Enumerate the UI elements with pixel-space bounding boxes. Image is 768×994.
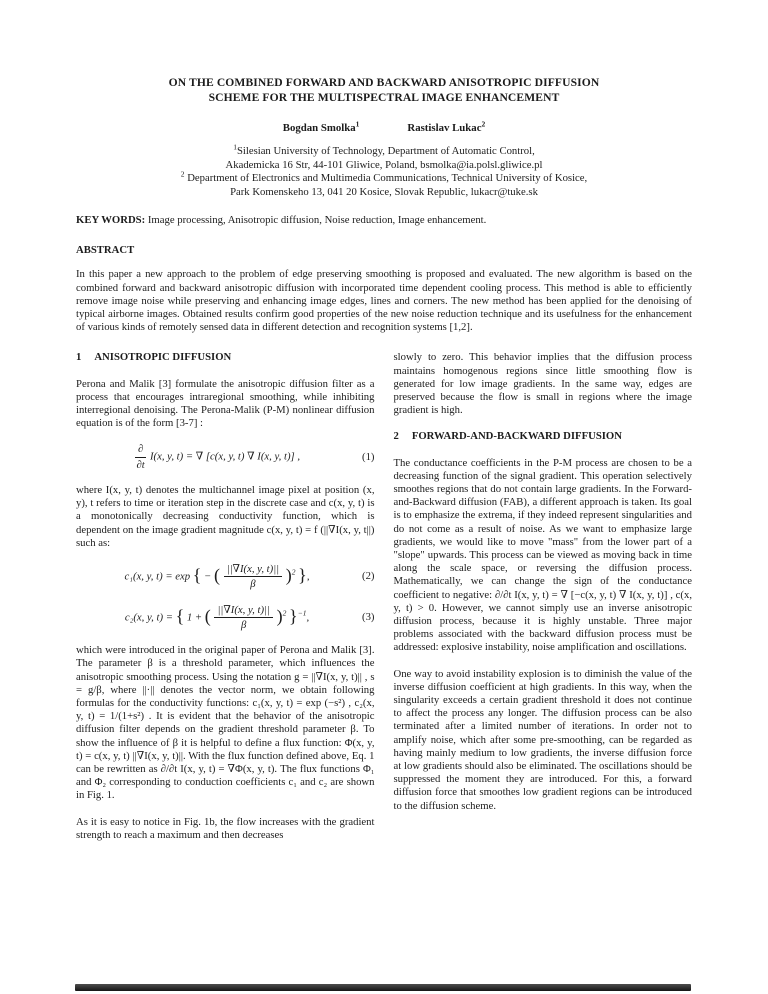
close-paren: ) — [285, 565, 292, 586]
section-1-title: ANISOTROPIC DIFFUSION — [94, 351, 232, 364]
close-brace: } — [289, 605, 298, 626]
keywords-label: KEY WORDS: — [76, 214, 146, 227]
open-paren: ( — [204, 605, 211, 626]
open-paren: ( — [213, 565, 220, 586]
affiliation-line-4: Park Komenskeho 13, 041 20 Kosice, Slovak Republic, lukacr@tuke.sk — [230, 185, 538, 198]
paragraph: One way to avoid instability explosion is to diminish the value of the inverse diffusion coefficient at high gradients. In this way, when the singularity exceeds a certain gradient threshold it does not continue to affect the process any longer. The diffusion process can be also terminated after a limited number of iterations. In order not to amplify noise, which after some pre-smoothing, can be regarded as having mainly medium to low gradients, the inverse diffusion force at low gradients should also be eliminated. The oscillations should be suppressed the moment they are introduced. For this, a forward diffusion force that smoothes low gradient regions can be introduced to the diffusion scheme. — [393, 667, 692, 812]
affiliation-line-3: $^2$ Department of Electronics and Multimedia Communications, Technical University of Kosice, — [180, 169, 588, 185]
affiliation-line-2: Akademicka 16 Str, 44-101 Gliwice, Poland, bsmolka@ia.polsl.gliwice.pl — [225, 158, 543, 171]
affil-1-mark: 1 — [233, 142, 237, 152]
paragraph: As it is easy to notice in Fig. 1b, the flow increases with the gradient strength to reach a maximum and then decreases — [76, 815, 375, 841]
equation-2-number: (2) — [362, 570, 375, 583]
equation-3-number: (3) — [362, 610, 375, 623]
section-2-title: FORWARD-AND-BACKWARD DIFFUSION — [411, 430, 622, 443]
section-1-number: 1 — [76, 351, 82, 364]
two-column-body — [76, 351, 692, 855]
title-line-1: ON THE COMBINED FORWARD AND BACKWARD ANISOTROPIC DIFFUSION — [168, 76, 600, 89]
abstract-text: In this paper a new approach to the problem of edge preserving smoothing is proposed and evaluated. The new algorithm is based on the combined forward and backward anisotropic diffusion with incorporated time dependent cooling process. This method is able to efficiently remove image noise while preserving and enhancing image edges, lines and corners. The new method has been applied for the denoising of typical airborne images. Obtained results confirm good properties of the new noise reduction technique and its usefulness for the enhancement of various kinds of remotely sensed data in different detection and recognition systems [1,2]. — [76, 268, 692, 334]
section-2-heading — [394, 430, 693, 443]
affiliations-block — [76, 142, 692, 199]
left-column — [76, 351, 375, 855]
fraction: $\frac{\partial}{\partial t}$ — [136, 443, 145, 471]
section-1-heading — [76, 351, 375, 364]
author-2 — [407, 119, 486, 134]
author-1-name: Bogdan Smolka — [282, 122, 356, 134]
paragraph: The conductance coefficients in the P-M process are chosen to be a decreasing function of the signal gradient. This operation selectively smoothes regions that do not contain large gradients. In the Forward-and-Backward diffusion (FAB), a different approach is taken. Its goal is to emphasize the extrema, if they indeed represent singularities and do not come as a result of noise. As we want to emphasize large gradients, we would like to move "mass" from the lower part of a "slope" upwards. This process can be viewed as moving back in time along the scale space, or reversing the diffusion process. Mathematically, we can change the sign of the conductance coefficient to negative: ∂/∂t I(x, y, t) = ∇ [−c(x, y, t) ∇ I(x, y, t)] , c(x, y, t) > 0. However, we cannot simply use an inverse anisotropic diffusion process, because it is highly unstable. Three major problems associated with the backward diffusion process must be addressed: explosive instability, noise amplification and oscillations. — [393, 456, 692, 654]
close-paren: ) — [276, 605, 283, 626]
author-1 — [282, 119, 360, 134]
equation-1-number: (1) — [362, 450, 375, 463]
equation-2-body: c₁(x, y, t) = exp { − ( $\frac{||\nabla I(x, y, t)||}{\beta}$ )$^2$ }, — [124, 563, 310, 591]
equation-2 — [76, 563, 375, 591]
open-brace: { — [192, 565, 202, 586]
section-2-number: 2 — [393, 430, 399, 443]
paragraph: slowly to zero. This behavior implies that the diffusion process maintains homogenous regions since little smoothing flow is generated for low image gradients. In the same way, edges are preserved because the flow is small in regions where the image gradient is high. — [393, 351, 692, 417]
abstract-heading: ABSTRACT — [76, 244, 135, 257]
paragraph: which were introduced in the original paper of Perona and Malik [3]. The parameter β is a threshold parameter, which influences the anisotropic smoothing process. Using the notation g = ||∇I(x, y, t)|| , s = g/β, where ||·|| denotes the vector norm, we obtain following formulas for the conductivity functions: c₁(x, y, t) = exp (−s²) , c₂(x, y, t) = 1/(1+s²) . It is evident that the behavior of the anisotropic diffusion filter depends on the gradient threshold parameter β. To show the influence of β it is helpful to define a flux function: Φ(x, y, t) = c(x, y, t) ||∇I(x, y, t)||. With the flux function defined above, Eq. 1 can be rewritten as ∂/∂t I(x, y, t) = ∇Φ(x, y, t). The flux functions Φ₁ and Φ₂ corresponding to conduction coefficients c₁ and c₂ are shown in Fig. 1. — [76, 644, 375, 802]
equation-3 — [76, 604, 375, 632]
close-brace: } — [298, 565, 307, 586]
paragraph: where I(x, y, t) denotes the multichannel image pixel at position (x, y), t refers to time or iteration step in the discrete case and c(x, y, t) is a monotonically decreasing conductivity function, which is dependent on the image gradient magnitude c(x, y, t) = f (||∇I(x, y, t||) such as: — [76, 484, 375, 549]
author-1-affil-mark: 1 — [355, 119, 360, 129]
affil-2-mark: 2 — [180, 169, 185, 179]
author-2-name: Rastislav Lukac — [407, 122, 482, 134]
right-column — [394, 351, 693, 855]
open-brace: { — [175, 605, 185, 626]
author-2-affil-mark: 2 — [481, 119, 486, 129]
affiliation-line-1: $^1$Silesian University of Technology, Department of Automatic Control, — [233, 142, 535, 157]
fraction: $\frac{||\nabla I(x, y, t)||}{\beta}$ — [214, 604, 272, 632]
authors-line — [76, 119, 692, 134]
page-bottom-edge-shadow — [75, 984, 691, 991]
equation-3-body: c₂(x, y, t) = { 1 + ( $\frac{||\nabla I(x, y, t)||}{\beta}$ )$^2$ }$^{-1}$, — [124, 603, 310, 631]
paragraph: Perona and Malik [3] formulate the anisotropic diffusion filter as a process that encourages intraregional smoothing, while inhibiting interregional denoising. The Perona-Malik (P-M) nonlinear diffusion equation is of the form [3-7] : — [76, 377, 375, 430]
paper-title — [76, 76, 692, 105]
fraction: $\frac{||\nabla I(x, y, t)||}{\beta}$ — [224, 563, 282, 591]
keywords-line — [76, 214, 692, 226]
title-line-2: SCHEME FOR THE MULTISPECTRAL IMAGE ENHANCEMENT — [208, 90, 560, 104]
equation-1-body: $\frac{\partial}{\partial t}$ I(x, y, t) = ∇ [c(x, y, t) ∇ I(x, y, t)] , — [136, 443, 301, 471]
equation-1 — [76, 443, 375, 471]
keywords-text: Image processing, Anisotropic diffusion, Noise reduction, Image enhancement. — [147, 214, 487, 227]
